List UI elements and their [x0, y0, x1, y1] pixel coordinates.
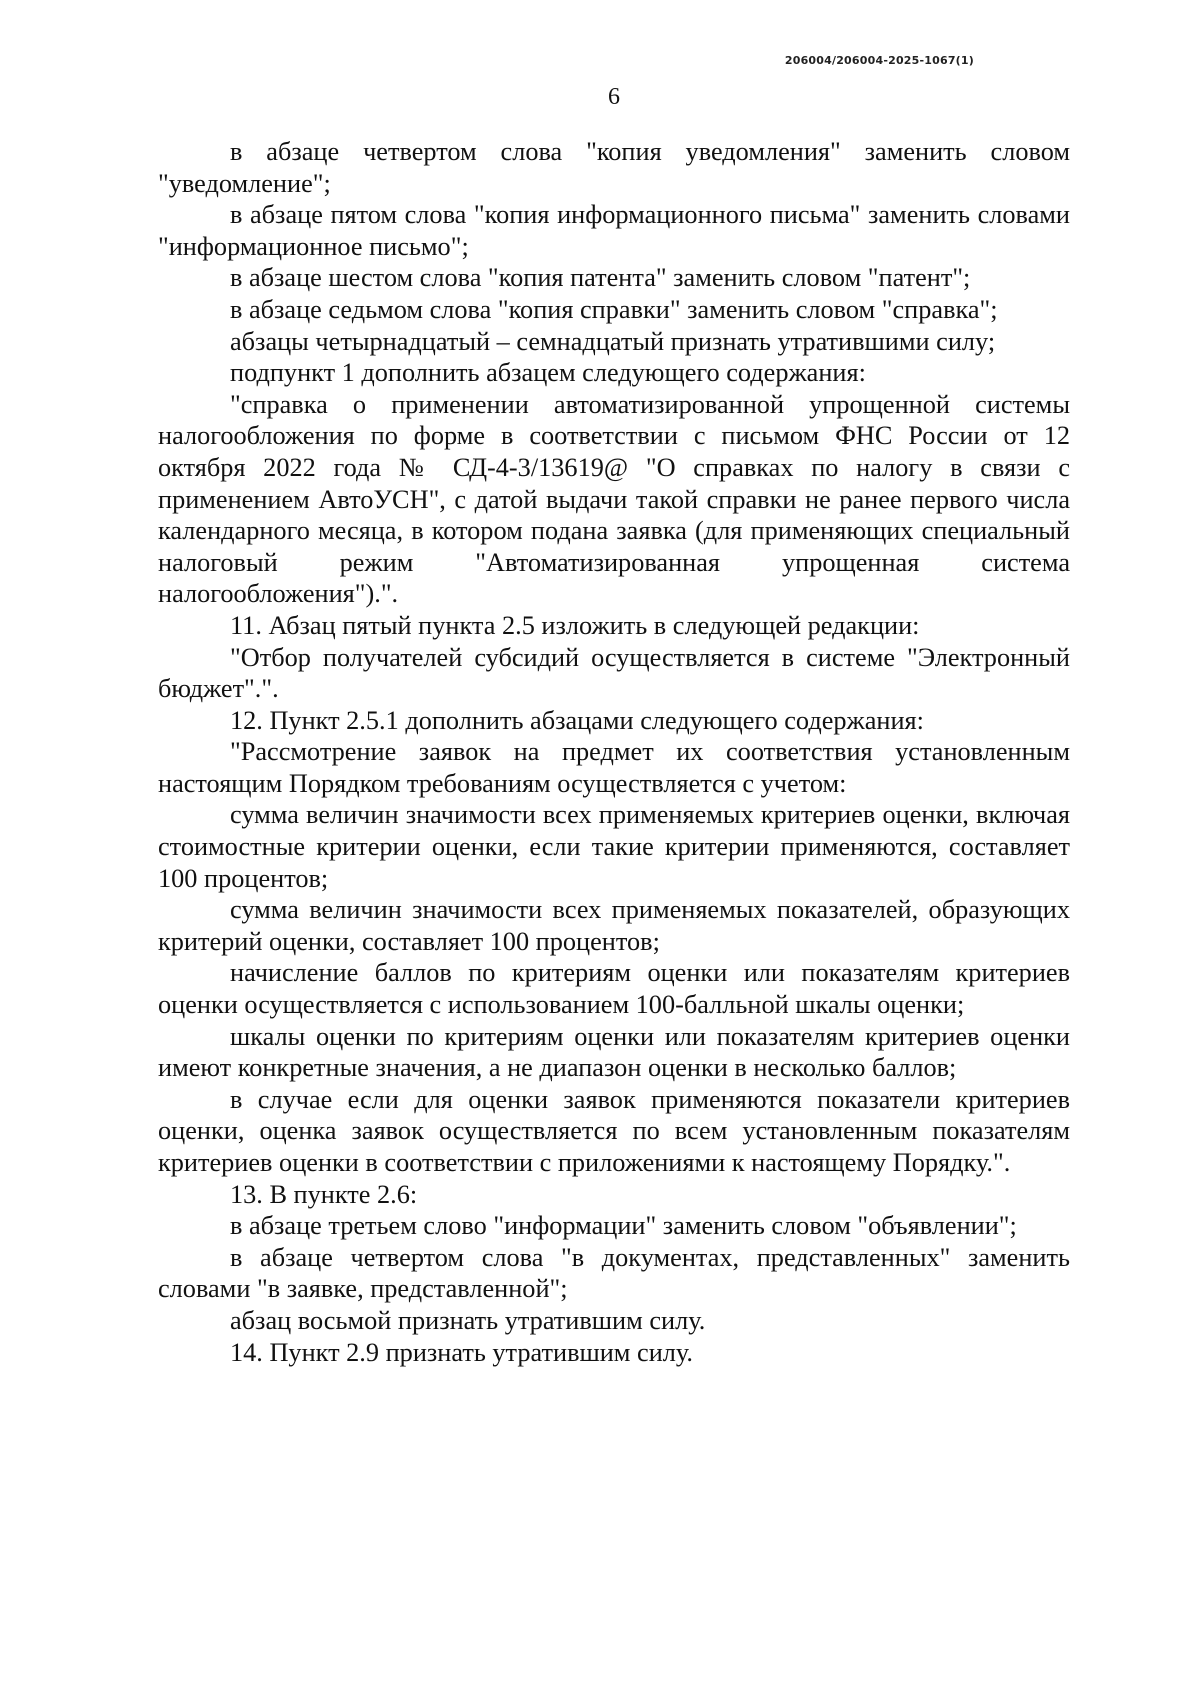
- paragraph: сумма величин значимости всех применяемых показателей, образующих критерий оценки, составляет 100 процентов;: [158, 895, 1070, 956]
- document-id: 206004/206004-2025-1067(1): [784, 54, 974, 67]
- paragraph: абзац восьмой признать утратившим силу.: [230, 1305, 706, 1335]
- paragraph: в абзаце пятом слова "копия информационного письма" заменить словами "информационное письмо";: [158, 200, 1070, 261]
- paragraph: 11. Абзац пятый пункта 2.5 изложить в следующей редакции:: [230, 610, 920, 640]
- paragraph: 14. Пункт 2.9 признать утратившим силу.: [230, 1337, 693, 1367]
- paragraph: "справка о применении автоматизированной упрощенной системы налогообложения по форме в соответствии с письмом ФНС России от 12 октября 2022 года № СД-4-3/13619@ "О справках по налогу в связи с применением АвтоУСН", с датой выдачи такой справки не ранее первого числа календарного месяца, в котором подана заявка (для применяющих специальный налоговый режим "Автоматизированная упрощенная система налогообложения").".: [158, 389, 1070, 609]
- paragraph: в абзаце четвертом слова "копия уведомления" заменить словом "уведомление";: [158, 137, 1070, 198]
- paragraph: подпункт 1 дополнить абзацем следующего содержания:: [230, 358, 866, 388]
- paragraph: в случае если для оценки заявок применяются показатели критериев оценки, оценка заявок осуществляется по всем установленным показателям критериев оценки в соответствии с приложениями к настоящему Порядку.".: [158, 1084, 1070, 1177]
- paragraph: "Рассмотрение заявок на предмет их соответствия установленным настоящим Порядком требованиям осуществляется с учетом:: [158, 737, 1070, 798]
- page-number: 6: [608, 84, 620, 110]
- paragraph: "Отбор получателей субсидий осуществляется в системе "Электронный бюджет".".: [158, 642, 1070, 704]
- paragraph: сумма величин значимости всех применяемых критериев оценки, включая стоимостные критерии оценки, если такие критерии применяются, составляет 100 процентов;: [158, 800, 1070, 893]
- paragraph: шкалы оценки по критериям оценки или показателям критериев оценки имеют конкретные значения, а не диапазон оценки в несколько баллов;: [158, 1021, 1070, 1083]
- paragraph: 13. В пункте 2.6:: [230, 1179, 418, 1209]
- paragraph: в абзаце шестом слова "копия патента" заменить словом "патент";: [230, 263, 971, 293]
- document-body: [158, 136, 1070, 1368]
- paragraph: в абзаце третьем слово "информации" заменить словом "объявлении";: [230, 1211, 1017, 1241]
- paragraph: в абзаце четвертом слова "в документах, представленных" заменить словами "в заявке, представленной";: [158, 1242, 1070, 1304]
- paragraph: абзацы четырнадцатый – семнадцатый признать утратившими силу;: [230, 326, 996, 356]
- paragraph: начисление баллов по критериям оценки или показателям критериев оценки осуществляется с использованием 100-балльной шкалы оценки;: [158, 958, 1070, 1020]
- paragraph: 12. Пункт 2.5.1 дополнить абзацами следующего содержания:: [230, 705, 924, 735]
- paragraph: в абзаце седьмом слова "копия справки" заменить словом "справка";: [230, 294, 998, 324]
